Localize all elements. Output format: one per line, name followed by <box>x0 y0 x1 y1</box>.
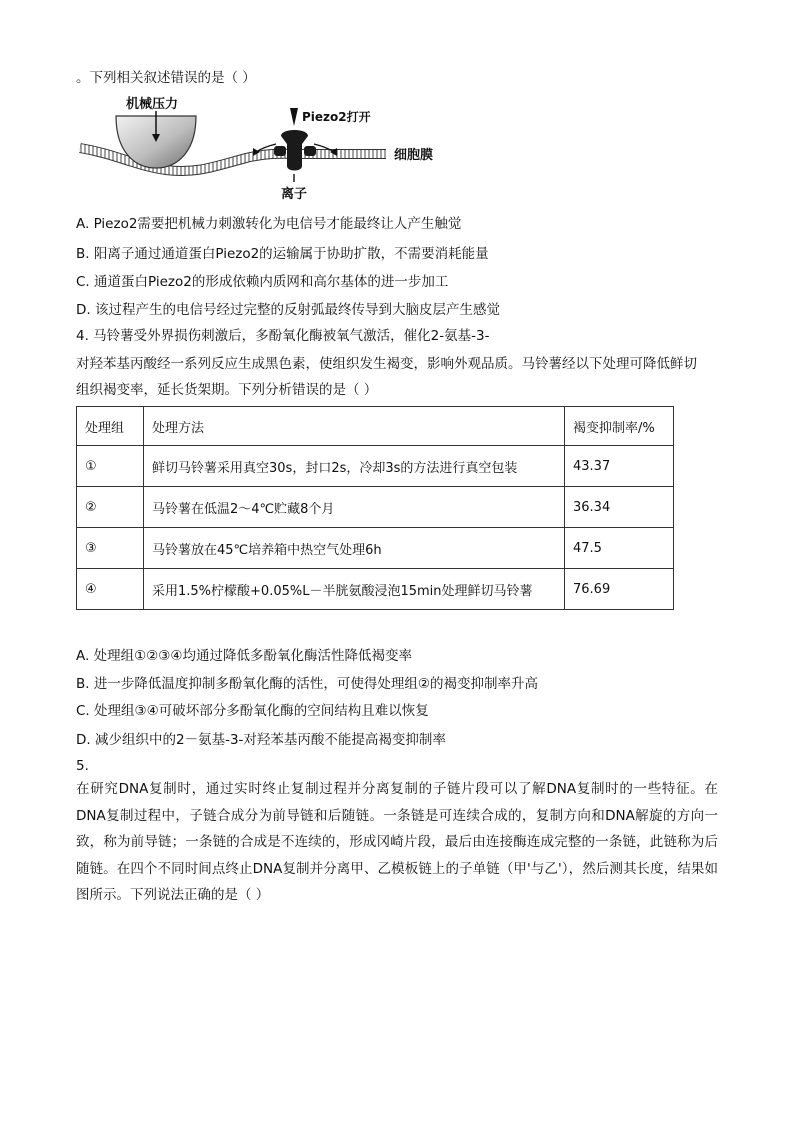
piezo2-open-marker <box>290 108 298 126</box>
q4-option-b: B. 进一步降低温度抑制多酚氧化酶的活性，可使得处理组②的褐变抑制率升高 <box>76 676 538 692</box>
piezo2-diagram <box>76 96 476 206</box>
table-row <box>77 569 674 610</box>
table-cell-method: 马铃薯放在45℃培养箱中热空气处理6h <box>144 528 565 569</box>
q3-option-d: D. 该过程产生的电信号经过完整的反射弧最终传导到大脑皮层产生感觉 <box>76 302 500 318</box>
q4-option-c: C. 处理组③④可破坏部分多酚氧化酶的空间结构且难以恢复 <box>76 703 429 719</box>
q3-option-b: B. 阳离子通过通道蛋白Piezo2的运输属于协助扩散，不需要消耗能量 <box>76 246 489 262</box>
table-cell-rate: 76.69 <box>565 569 674 610</box>
q4-option-d: D. 减少组织中的2－氨基-3-对羟苯基丙酸不能提高褐变抑制率 <box>76 732 446 748</box>
table-row <box>77 487 674 528</box>
question-5-paragraph: 在研究DNA复制时，通过实时终止复制过程并分离复制的子链片段可以了解DNA复制时的一些特征。在DNA复制过程中，子链合成分为前导链和后随链。一条链是可连续合成的，复制方向和DNA解旋的方向一致，称为前导链；一条链的合成是不连续的，形成冈崎片段，最后由连接酶连成完整的一条链，此链称为后随链。在四个不同时间点终止DNA复制并分离甲、乙模板链上的子单链（甲'与乙'），然后测其长度，结果如图所示。下列说法正确的是（ ） <box>76 781 718 903</box>
table-header-row <box>77 407 674 446</box>
question-3-stem: 。下列相关叙述错误的是（ ） <box>76 70 256 86</box>
q3-option-a: A. Piezo2需要把机械力刺激转化为电信号才能最终让人产生触觉 <box>76 216 462 232</box>
pressure-label: 机械压力 <box>126 97 179 112</box>
ion-label: 离子 <box>281 187 308 202</box>
table-header: 处理方法 <box>144 407 565 446</box>
table-row <box>77 528 674 569</box>
table-cell-method: 鲜切马铃薯采用真空30s，封口2s，冷却3s的方法进行真空包装 <box>144 446 565 487</box>
membrane-label: 细胞膜 <box>394 148 434 163</box>
table-cell-group: ① <box>77 446 144 487</box>
q4-option-a: A. 处理组①②③④均通过降低多酚氧化酶活性降低褐变率 <box>76 648 412 664</box>
piezo2-channel <box>274 130 316 171</box>
table-cell-rate: 36.34 <box>565 487 674 528</box>
question-4-stem-line-2: 对羟苯基丙酸经一系列反应生成黑色素，使组织发生褐变，影响外观品质。马铃薯经以下处理可降低鲜切 <box>76 356 697 372</box>
table-header: 褐变抑制率/% <box>565 407 674 446</box>
question-4-stem-line-1: 4. 马铃薯受外界损伤刺激后，多酚氧化酶被氧气激活，催化2-氨基-3- <box>76 328 490 344</box>
table-cell-rate: 47.5 <box>565 528 674 569</box>
question-4-stem-line-3: 组织褐变率，延长货架期。下列分析错误的是（ ） <box>76 382 378 398</box>
table-row <box>77 446 674 487</box>
treatment-table <box>76 406 674 610</box>
q3-option-c: C. 通道蛋白Piezo2的形成依赖内质网和高尔基体的进一步加工 <box>76 274 449 290</box>
table-cell-method: 采用1.5%柠檬酸+0.05%L－半胱氨酸浸泡15min处理鲜切马铃薯 <box>144 569 565 610</box>
question-5-number: 5. <box>76 758 89 774</box>
table-cell-group: ③ <box>77 528 144 569</box>
table-header: 处理组 <box>77 407 144 446</box>
table-cell-rate: 43.37 <box>565 446 674 487</box>
piezo2-label: Piezo2打开 <box>302 110 371 124</box>
table-cell-group: ② <box>77 487 144 528</box>
table-cell-group: ④ <box>77 569 144 610</box>
table-cell-method: 马铃薯在低温2～4℃贮藏8个月 <box>144 487 565 528</box>
